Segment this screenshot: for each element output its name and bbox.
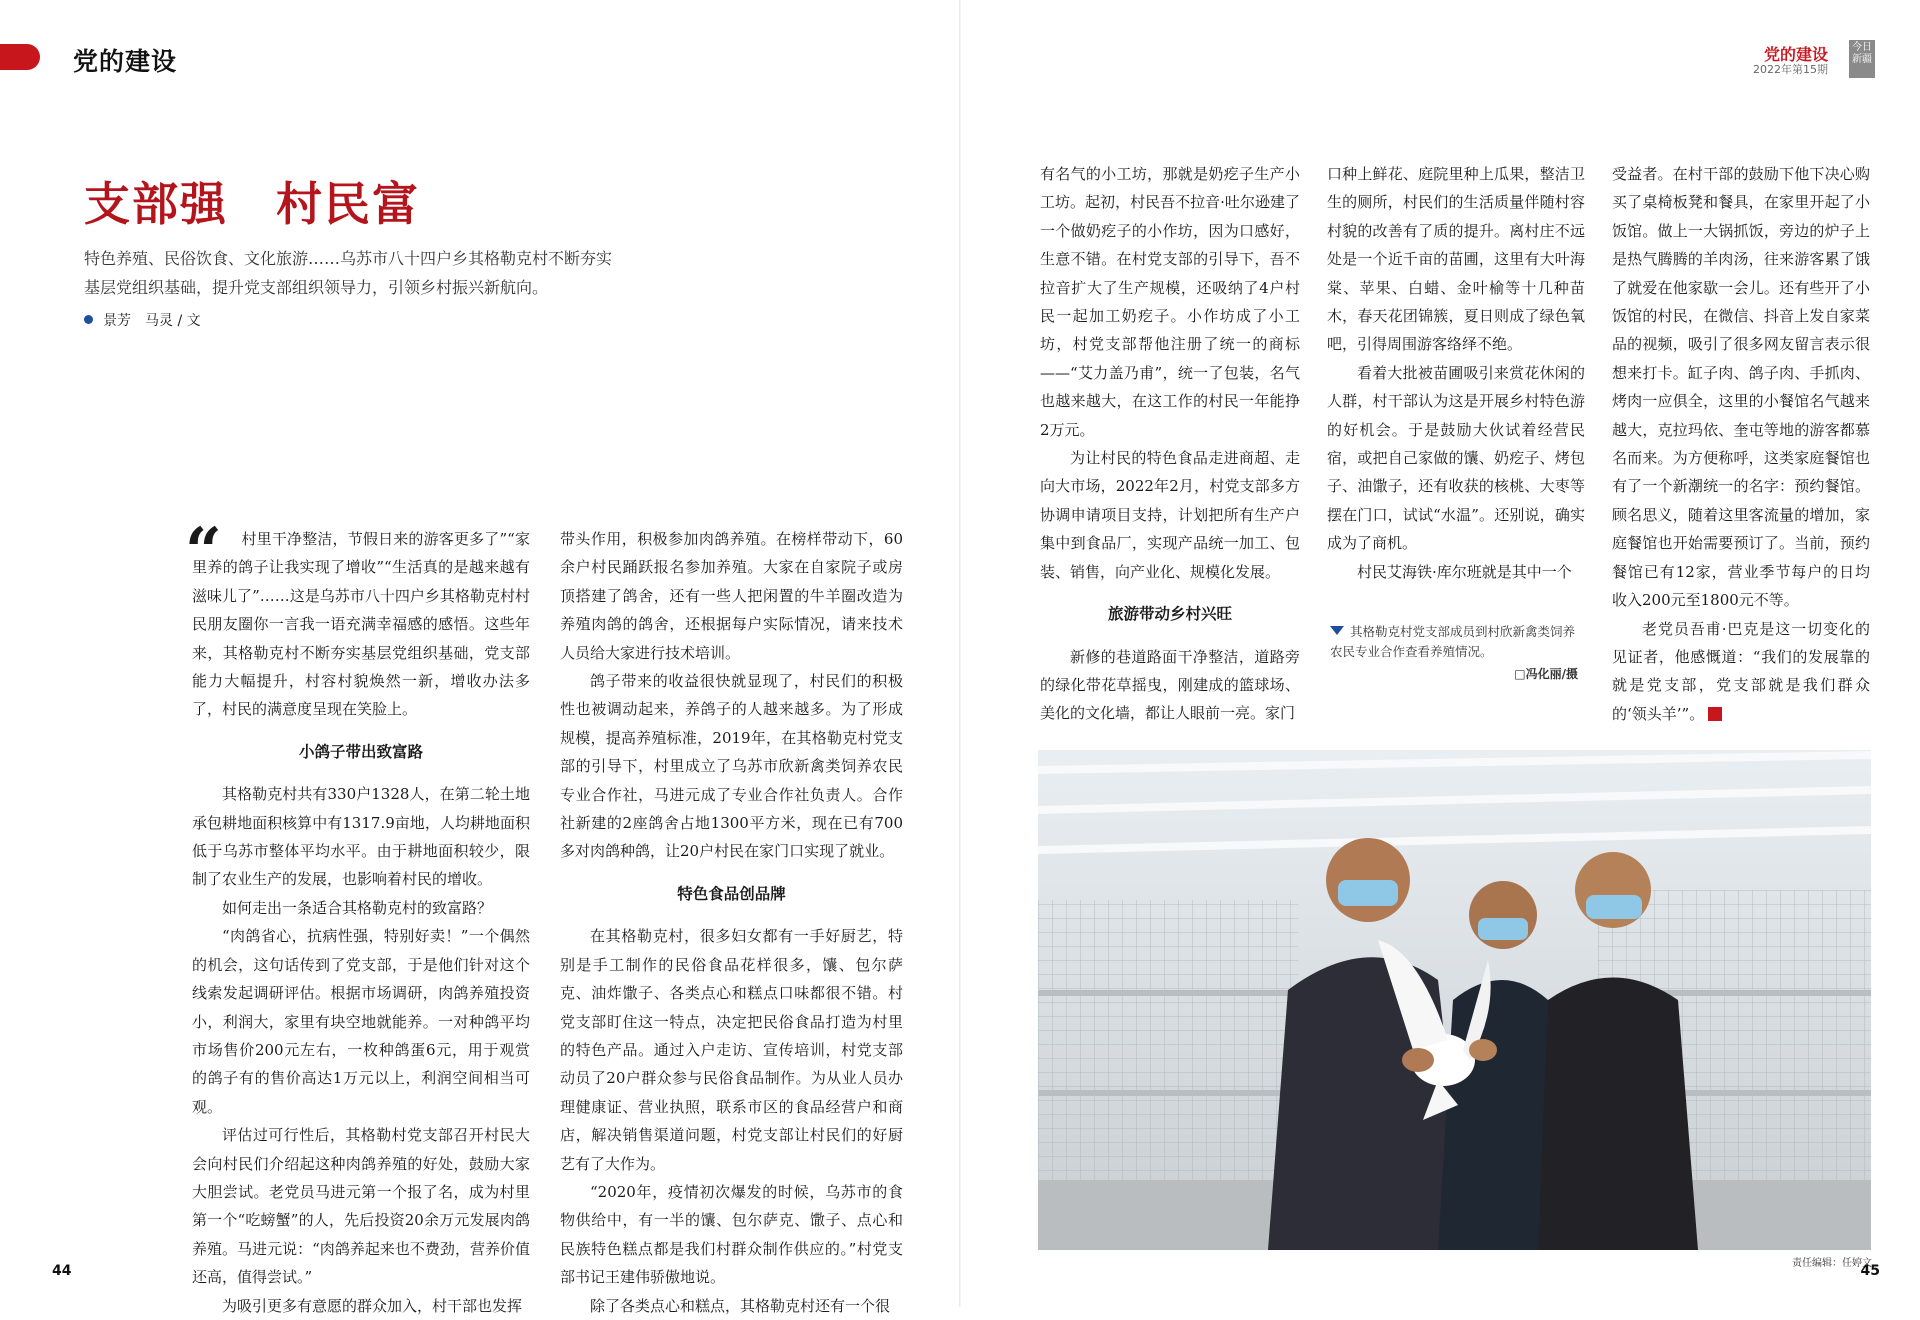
article-lead: 特色养殖、民俗饮食、文化旅游……乌苏市八十四户乡其格勒克村不断夯实基层党组织基础，提升党支部组织领导力，引领乡村振兴新航向。 <box>84 249 613 297</box>
page-number-right: 45 <box>1860 1263 1880 1279</box>
subheading: 旅游带动乡村兴旺 <box>1107 605 1232 624</box>
paragraph: 看着大批被苗圃吸引来赏花休闲的人群，村干部认为这是开展乡村特色游的好机会。于是鼓励大伙试着经营民宿，或把自己家做的馕、奶疙子、烤包子、油馓子，还有收获的核桃、大枣等摆在门口，试试“水温”。还别说，确实成为了商机。 <box>1327 363 1585 553</box>
body-column-5 <box>1612 160 1870 728</box>
paragraph: 鸽子带来的收益很快就显现了，村民们的积极性也被调动起来，养鸽子的人越来越多。为了形成规模，提高养殖标准，2019年，在其格勒克村党支部的引导下，村里成立了乌苏市欣新禽类饲养农民专业合作社，马进元成了专业合作社负责人。合作社新建的2座鸽舍占地1300平方米，现在已有700多对肉鸽种鸽，让20户村民在家门口实现了就业。 <box>560 672 903 861</box>
issue-number: 2022年第15期 <box>1753 63 1828 76</box>
paragraph: “肉鸽省心，抗病性强，特别好卖！”一个偶然的机会，这句话传到了党支部，于是他们针对这个线索发起调研评估。根据市场调研，肉鸽养殖投资小，利润大，家里有块空地就能养。一对种鸽平均市场售价200元左右，一枚种鸽蛋6元，用于观赏的鸽子有的售价高达1万元以上，利润空间相当可观。 <box>192 927 530 1116</box>
paragraph: 带头作用，积极参加肉鸽养殖。在榜样带动下，60余户村民踊跃报名参加养殖。大家在自家院子或房顶搭建了鸽舍，还有一些人把闲置的牛羊圈改造为养殖肉鸽的鸽舍，还根据每户实际情况，请来技术人员给大家进行技术培训。 <box>560 530 903 662</box>
paragraph: 有名气的小工坊，那就是奶疙子生产小工坊。起初，村民吾不拉音·吐尔逊建了一个做奶疙子的小作坊，因为口感好，生意不错。在村党支部的引导下，吾不拉音扩大了生产规模，还吸纳了4户村民一起加工奶疙子。小作坊成了小工坊，村党支部帮他注册了统一的商标——“艾力盖乃甫”，统一了包装，名气也越来越大，在这工作的村民一年能挣2万元。 <box>1040 165 1300 439</box>
article-title: 支部强 村民富 <box>84 177 420 231</box>
paragraph: 其格勒克村共有330户1328人，在第二轮土地承包耕地面积核算中有1317.9亩地，人均耕地面积低于乌苏市整体平均水平。由于耕地面积较少，限制了农业生产的发展，也影响着村民的增收。 <box>192 785 530 889</box>
byline-text: 景芳 马灵 / 文 <box>103 313 201 329</box>
photo-illustration <box>1038 750 1871 1250</box>
byline-dot-icon <box>84 315 93 324</box>
quote-mark-icon: “ <box>185 514 222 589</box>
paragraph: 受益者。在村干部的鼓励下他下决心购买了桌椅板凳和餐具，在家里开起了小饭馆。做上一大锅抓饭，旁边的炉子上是热气腾腾的羊肉汤，往来游客累了饿了就爱在他家歇一会儿。还有些开了小饭馆的村民，在微信、抖音上发自家菜品的视频，吸引了很多网友留言表示很想来打卡。缸子肉、鸽子肉、手抓肉、烤肉一应俱全，这里的小餐馆名气越来越大，克拉玛依、奎屯等地的游客都慕名而来。为方便称呼，这类家庭餐馆也有了一个新潮统一的名字：预约餐馆。顾名思义，随着这里客流量的增加，家庭餐馆也开始需要预订了。当前，预约餐馆已有12家，营业季节每户的日均收入200元至1800元不等。 <box>1612 165 1870 610</box>
section-marker <box>0 44 40 70</box>
caption-text: 其格勒克村党支部成员到村欣新禽类饲养农民专业合作查看养殖情况。 <box>1330 624 1576 659</box>
paragraph <box>1612 615 1870 729</box>
page-number-left: 44 <box>52 1263 72 1279</box>
paragraph: “2020年，疫情初次爆发的时候，乌苏市的食物供给中，有一半的馕、包尔萨克、馓子、点心和民族特色糕点都是我们村群众制作供应的。”村党支部书记王建伟骄傲地说。 <box>560 1182 903 1287</box>
spread-gutter <box>959 0 961 1307</box>
paragraph: 为吸引更多有意愿的群众加入，村干部也发挥 <box>222 1296 523 1315</box>
body-column-3 <box>1040 160 1300 728</box>
body-column-1 <box>192 525 530 1320</box>
responsible-editor: 责任编辑：任婷文 <box>1792 1258 1872 1269</box>
paragraph: 村民艾海铁·库尔班就是其中一个 <box>1357 562 1572 581</box>
photo-credit: □冯化丽/摄 <box>1514 667 1578 681</box>
paragraph: 评估过可行性后，其格勒村党支部召开村民大会向村民们介绍起这种肉鸽养殖的好处，鼓励大家大胆尝试。老党员马进元第一个报了名，成为村里第一个“吃螃蟹”的人，先后投资20余万元发展肉鸽养殖。马进元说：“肉鸽养起来也不费劲，营养价值还高，值得尝试。” <box>192 1126 530 1287</box>
end-mark-icon <box>1708 707 1722 721</box>
body-column-4 <box>1327 160 1585 586</box>
magazine-name: 党的建设 <box>1763 45 1828 64</box>
photo-caption <box>1330 622 1578 684</box>
caption-triangle-icon <box>1330 626 1344 635</box>
paragraph: 在其格勒克村，很多妇女都有一手好厨艺，特别是手工制作的民俗食品花样很多，馕、包尔萨克、油炸馓子、各类点心和糕点口味都很不错。村党支部盯住这一特点，决定把民俗食品打造为村里的特色产品。通过入户走访、宣传培训，村党支部动员了20户群众参与民俗食品制作。为从业人员办理健康证、营业执照，联系市区的食品经营户和商店，解决销售渠道问题，村党支部让村民们的好厨艺有了大作为。 <box>560 927 903 1173</box>
section-title: 党的建设 <box>73 47 178 76</box>
article-photo <box>1038 750 1871 1250</box>
paragraph: 如何走出一条适合其格勒克村的致富路？ <box>222 898 493 917</box>
byline <box>84 310 201 330</box>
column-badge: 今日新疆 <box>1849 40 1875 78</box>
subheading: 小鸽子带出致富路 <box>298 742 423 761</box>
body-column-2 <box>560 525 903 1320</box>
paragraph: 新修的巷道路面干净整洁，道路旁的绿化带花草摇曳，刚建成的篮球场、美化的文化墙，都让人眼前一亮。家门 <box>1040 647 1300 723</box>
paragraph: 口种上鲜花、庭院里种上瓜果，整洁卫生的厕所，村民们的生活质量伴随村容村貌的改善有了质的提升。离村庄不远处是一个近千亩的苗圃，这里有大叶海棠、苹果、白蜡、金叶榆等十几种苗木，春天花团锦簇，夏日则成了绿色氧吧，引得周围游客络绎不绝。 <box>1327 165 1585 354</box>
paragraph: 村里干净整洁，节假日来的游客更多了”“家里养的鸽子让我实现了增收”“生活真的是越来越有滋味儿了”……这是乌苏市八十四户乡其格勒克村村民朋友圈你一言我一语充满幸福感的感悟。这些年来，其格勒克村不断夯实基层党组织基础，党支部能力大幅提升，村容村貌焕然一新，增收办法多了，村民的满意度呈现在笑脸上。 <box>192 530 530 719</box>
closing-paragraph-text: 老党员吾甫·巴克是这一切变化的见证者，他感慨道：“我们的发展靠的就是党支部，党支部就是我们群众的‘领头羊’”。 <box>1612 619 1870 723</box>
subheading: 特色食品创品牌 <box>677 884 786 903</box>
paragraph: 除了各类点心和糕点，其格勒克村还有一个很 <box>590 1296 891 1315</box>
paragraph: 为让村民的特色食品走进商超、走向大市场，2022年2月，村党支部多方协调申请项目支持，计划把所有生产户集中到食品厂，实现产品统一加工、包装、销售，向产业化、规模化发展。 <box>1040 449 1300 581</box>
